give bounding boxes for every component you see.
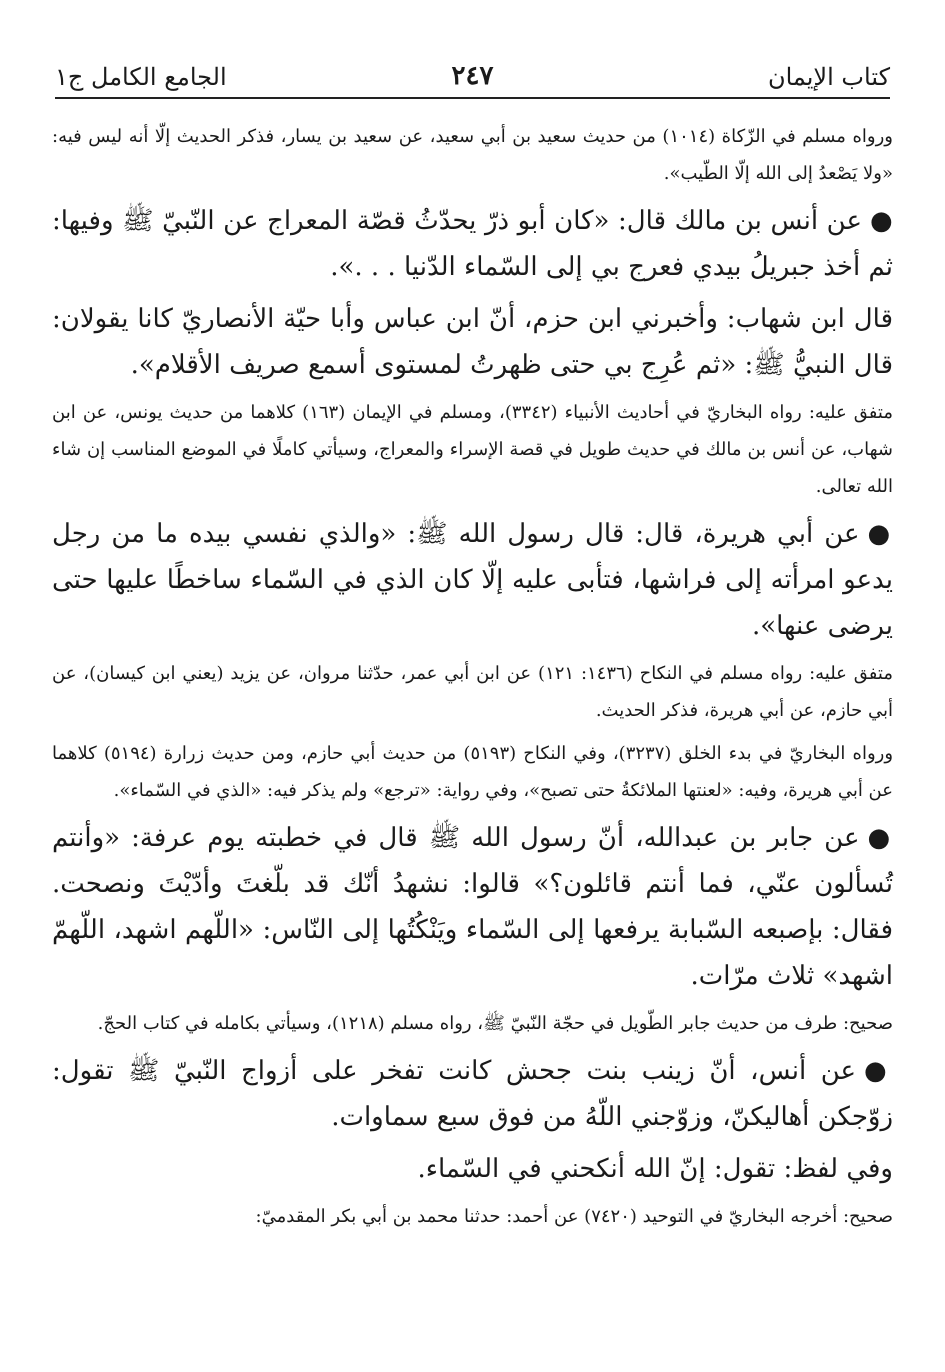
takhrij-note (52, 1198, 893, 1235)
hadith-paragraph (52, 198, 893, 290)
paragraph-text: صحيح: طرف من حديث جابر الطّويل في حجّة النّبيّ ﷺ، رواه مسلم (١٢١٨)، وسيأتي بكامله في كتاب الحجّ. (97, 1013, 893, 1034)
takhrij-note (52, 118, 893, 192)
paragraph-text: صحيح: أخرجه البخاريّ في التوحيد (٧٤٢٠) عن أحمد: حدثنا محمد بن أبي بكر المقدميّ: (255, 1206, 893, 1227)
book-title: كتاب الإيمان (767, 63, 890, 91)
series-title: الجامع الكامل ج١ (55, 63, 227, 91)
paragraph-text: قال ابن شهاب: وأخبرني ابن حزم، أنّ ابن عباس وأبا حيّة الأنصاريّ كانا يقولان: قال النبيُّ ﷺ: «ثم عُرِج بي حتى ظهرتُ لمستوى أسمع صريف الأقلام». (52, 304, 893, 380)
takhrij-note (52, 735, 893, 809)
hadith-paragraph (52, 296, 893, 388)
hadith-paragraph (52, 1146, 893, 1192)
paragraph-text: عن جابر بن عبدالله، أنّ رسول الله ﷺ قال في خطبته يوم عرفة: «وأنتم تُسألون عنّي، فما أنتم قائلون؟» قالوا: نشهدُ أنّك قد بلّغتَ وأدّيْتَ ونصحت. فقال: بإصبعه السّبابة يرفعها إلى السّماء ويَنْكُتُها إلى النّاس: «اللّهم اشهد، اللّهمّ اشهد» ثلاث مرّات. (52, 823, 893, 991)
paragraph-text: ورواه مسلم في الزّكاة (١٠١٤) من حديث سعيد بن أبي سعيد، عن سعيد بن يسار، فذكر الحديث إلّا أنه ليس فيه: «ولا يَصْعدُ إلى الله إلّا الطّيب». (52, 126, 893, 184)
bullet-icon: ● (867, 519, 893, 549)
takhrij-note (52, 1005, 893, 1042)
page-number: ٢٤٧ (451, 61, 494, 91)
takhrij-note (52, 394, 893, 505)
hadith-paragraph (52, 1048, 893, 1140)
bullet-icon: ● (869, 206, 893, 236)
paragraph-text: وفي لفظ: تقول: إنّ الله أنكحني في السّماء. (417, 1154, 893, 1184)
bullet-icon: ● (867, 823, 893, 853)
page-body (52, 118, 893, 1241)
takhrij-note (52, 655, 893, 729)
paragraph-text: عن أنس، أنّ زينب بنت جحش كانت تفخر على أزواج النّبيّ ﷺ تقول: زوّجكن أهاليكنّ، وزوّجني اللّهُ من فوق سبع سماوات. (52, 1056, 893, 1132)
paragraph-text: عن أنس بن مالك قال: «كان أبو ذرّ يحدّثُ قصّة المعراج عن النّبيّ ﷺ وفيها: ثم أخذ جبريلُ بيدي فعرج بي إلى السّماء الدّنيا . . .». (52, 206, 893, 282)
hadith-paragraph (52, 815, 893, 999)
paragraph-text: عن أبي هريرة، قال: قال رسول الله ﷺ: «والذي نفسي بيده ما من رجل يدعو امرأته إلى فراشها، فتأبى عليه إلّا كان الذي في السّماء ساخطًا عليها حتى يرضى عنها». (52, 519, 893, 641)
bullet-icon: ● (864, 1056, 894, 1086)
page-header (55, 55, 890, 99)
paragraph-text: متفق عليه: رواه البخاريّ في أحاديث الأنبياء (٣٣٤٢)، ومسلم في الإيمان (١٦٣) كلاهما من حديث يونس، عن ابن شهاب، عن أنس بن مالك في حديث طويل في قصة الإسراء والمعراج، وسيأتي كاملًا في الموضع المناسب إن شاء الله تعالى. (52, 402, 893, 497)
paragraph-text: ورواه البخاريّ في بدء الخلق (٣٢٣٧)، وفي النكاح (٥١٩٣) من حديث أبي حازم، ومن حديث زرارة (٥١٩٤) كلاهما عن أبي هريرة، وفيه: «لعنتها الملائكةُ حتى تصبح»، وفي رواية: «ترجع» ولم يذكر فيه: «الذي في السّماء». (52, 743, 894, 801)
hadith-paragraph (52, 511, 893, 649)
paragraph-text: متفق عليه: رواه مسلم في النكاح (١٤٣٦: ١٢١) عن ابن أبي عمر، حدّثنا مروان، عن يزيد (يعني ابن كيسان)، عن أبي حازم، عن أبي هريرة، فذكر الحديث. (52, 663, 893, 721)
